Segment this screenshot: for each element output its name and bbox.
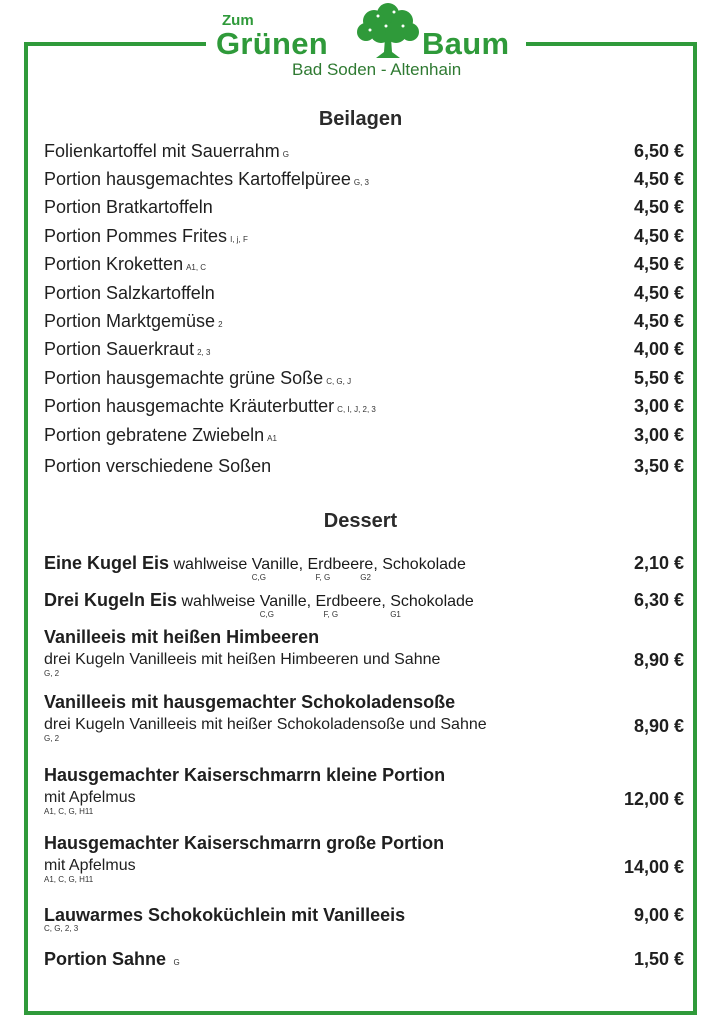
beilage-label: Portion Kroketten [44, 254, 184, 274]
allergen-code: C, G, J [326, 377, 352, 386]
allergen-code: G2 [360, 573, 371, 582]
dessert-title: Drei Kugeln Eis [44, 590, 178, 610]
beilage-price: 3,00 € [633, 425, 684, 445]
dessert-item-kaiserschmarrn-gross [44, 833, 684, 893]
dessert-item-eine-kugel-eis: Eine Kugel Eis wahlweise Vanille C,G , Erdbeere F, G , Schokolade G2 2,10 € [44, 553, 684, 582]
beilage-price: 4,50 € [633, 254, 684, 274]
dessert-item-drei-kugeln-eis: Drei Kugeln Eis wahlweise Vanille C,G , Erdbeere F, G , Schokolade G1 6,30 € [44, 590, 684, 619]
beilage-label: Portion hausgemachte Kräuterbutter [44, 396, 335, 416]
allergen-code: C,G [259, 610, 274, 619]
allergen-code: F, G [323, 610, 339, 619]
dessert-description: mit Apfelmus [44, 857, 136, 874]
logo-gruenen: Grünen [216, 26, 329, 61]
beilage-name [44, 339, 210, 360]
dessert-price: 12,00 € [623, 789, 684, 809]
allergen-code: A1, C [186, 263, 207, 272]
dessert-price: 14,00 € [623, 857, 684, 877]
dessert-item-kaiserschmarrn-klein [44, 765, 684, 825]
dessert-item-schokokuechlein [44, 905, 684, 939]
beilage-price: 4,50 € [633, 311, 684, 331]
allergen-code: C,G [251, 573, 266, 582]
allergen-code: C, G, 2, 3 [44, 924, 79, 933]
allergen-code: A1, C, G, H11 [44, 875, 94, 884]
beilage-name [44, 283, 215, 304]
dessert-title: Portion Sahne [44, 949, 167, 969]
dessert-item-schokoladensosse [44, 692, 684, 752]
allergen-code: G, 2 [44, 734, 60, 743]
beilage-name [44, 396, 376, 417]
dessert-title: Lauwarmes Schokoküchlein mit Vanilleeis [44, 905, 406, 925]
dessert-price: 2,10 € [633, 553, 684, 573]
restaurant-logo [206, 0, 526, 84]
dessert-price: 6,30 € [633, 590, 684, 610]
beilage-name [44, 311, 223, 332]
beilage-name [44, 368, 351, 389]
beilage-row [44, 456, 684, 484]
allergen-code: G [282, 150, 290, 159]
dessert-item-sahne [44, 949, 684, 977]
section-title-beilagen: Beilagen [318, 108, 403, 130]
beilage-row [44, 169, 684, 197]
dessert-description: mit Apfelmus [44, 789, 136, 806]
logo-location: Bad Soden - Altenhain [292, 60, 462, 79]
allergen-code: A1, C, G, H11 [44, 807, 94, 816]
beilage-name [44, 254, 206, 275]
beilage-price: 4,50 € [633, 226, 684, 246]
beilage-price: 4,50 € [633, 197, 684, 217]
beilage-row [44, 396, 684, 424]
beilage-label: Portion Pommes Frites [44, 226, 228, 246]
beilage-name [44, 456, 271, 477]
dessert-title: Vanilleeis mit heißen Himbeeren [44, 627, 320, 647]
beilage-row [44, 283, 684, 311]
beilage-name [44, 169, 369, 190]
beilage-row [44, 197, 684, 225]
beilage-price: 3,50 € [633, 456, 684, 476]
allergen-code: A1 [267, 434, 277, 443]
allergen-code: 2, 3 [197, 348, 211, 357]
dessert-option: wahlweise [181, 593, 256, 610]
dessert-title: Eine Kugel Eis [44, 553, 170, 573]
dessert-price: 8,90 € [633, 716, 684, 736]
beilage-row [44, 339, 684, 367]
beilage-price: 4,00 € [633, 339, 684, 359]
dessert-title: Hausgemachter Kaiserschmarrn große Portion [44, 833, 445, 853]
beilage-label: Portion Sauerkraut [44, 339, 195, 359]
dessert-item-himbeeren [44, 627, 684, 687]
beilage-label: Portion Marktgemüse [44, 311, 216, 331]
beilage-row [44, 141, 684, 169]
flavor-vanille [259, 593, 307, 619]
beilage-label: Folienkartoffel mit Sauerrahm [44, 141, 280, 161]
flavor-name: Erdbeere [315, 593, 382, 610]
flavor-schokolade [360, 556, 466, 582]
allergen-code: F, G [315, 573, 331, 582]
dessert-description: drei Kugeln Vanilleeis mit heißer Schokoladensoße und Sahne [44, 716, 487, 733]
beilage-name [44, 425, 277, 446]
flavor-name: Vanille [251, 556, 299, 573]
beilage-row [44, 254, 684, 282]
beilage-price: 6,50 € [633, 141, 684, 161]
allergen-code: 2 [218, 320, 223, 329]
beilage-name [44, 226, 248, 247]
beilage-price: 4,50 € [633, 283, 684, 303]
flavor-name: Erdbeere [307, 556, 374, 573]
dessert-option: wahlweise [173, 556, 248, 573]
dessert-title: Hausgemachter Kaiserschmarrn kleine Portion [44, 765, 446, 785]
beilage-price: 3,00 € [633, 396, 684, 416]
beilage-label: Portion gebratene Zwiebeln [44, 425, 265, 445]
beilage-label: Portion hausgemachtes Kartoffelpüree [44, 169, 351, 189]
beilage-label: Portion Salzkartoffeln [44, 283, 215, 303]
allergen-code: G1 [390, 610, 401, 619]
beilage-name [44, 197, 213, 218]
allergen-code: I, j, F [230, 235, 248, 244]
dessert-description: drei Kugeln Vanilleeis mit heißen Himbeeren und Sahne [44, 651, 441, 668]
beilage-row [44, 226, 684, 254]
allergen-code: C, I, J, 2, 3 [337, 405, 376, 414]
beilage-label: Portion hausgemachte grüne Soße [44, 368, 324, 388]
section-title-dessert: Dessert [323, 510, 398, 532]
logo-zum: Zum [222, 12, 254, 29]
beilage-price: 5,50 € [633, 368, 684, 388]
beilage-row [44, 368, 684, 396]
allergen-code: G, 3 [353, 178, 369, 187]
tree-icon [356, 2, 420, 60]
logo-baum: Baum [422, 26, 510, 61]
beilage-price: 4,50 € [633, 169, 684, 189]
flavor-name: Schokolade [382, 556, 466, 573]
beilage-name [44, 141, 289, 162]
flavor-name: Vanille [259, 593, 307, 610]
beilage-row [44, 425, 684, 453]
dessert-price: 9,00 € [633, 905, 684, 925]
flavor-erdbeere [315, 593, 382, 619]
flavor-vanille [251, 556, 299, 582]
beilage-label: Portion verschiedene Soßen [44, 456, 272, 476]
allergen-code: G, 2 [44, 669, 60, 678]
dessert-price: 8,90 € [633, 650, 684, 670]
beilage-label: Portion Bratkartoffeln [44, 197, 213, 217]
allergen-code: G [173, 958, 180, 967]
dessert-price: 1,50 € [633, 949, 684, 969]
dessert-title: Vanilleeis mit hausgemachter Schokoladensoße [44, 692, 456, 712]
flavor-schokolade [390, 593, 474, 619]
beilage-row [44, 311, 684, 339]
flavor-name: Schokolade [390, 593, 474, 610]
